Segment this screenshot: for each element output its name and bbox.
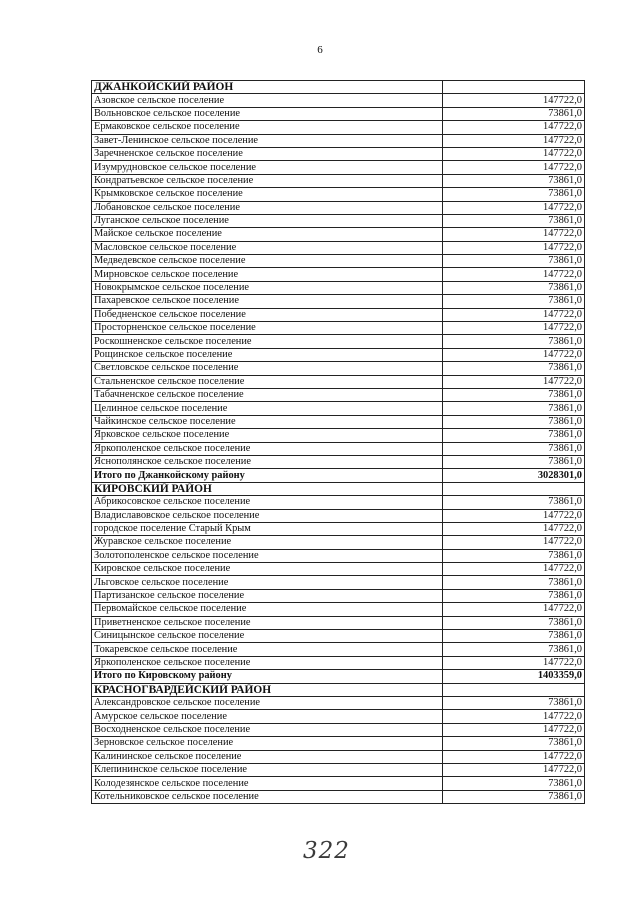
handwritten-page-signature: 322 [303, 838, 350, 864]
amount-cell [443, 81, 585, 94]
settlement-name: Владиславовское сельское поселение [92, 509, 443, 522]
settlement-name: Пахаревское сельское поселение [92, 295, 443, 308]
table-row [92, 161, 585, 174]
settlement-name: городское поселение Старый Крым [92, 522, 443, 535]
table-row [92, 375, 585, 388]
table-row [92, 415, 585, 428]
settlement-name: Первомайское сельское поселение [92, 603, 443, 616]
table-row [92, 94, 585, 107]
settlement-name: Роскошненское сельское поселение [92, 335, 443, 348]
total-label: Итого по Джанкойскому району [92, 469, 443, 482]
table-body [92, 81, 585, 804]
settlement-name: Зерновское сельское поселение [92, 737, 443, 750]
table-row [92, 616, 585, 629]
amount-cell: 73861,0 [443, 107, 585, 120]
table-row [92, 643, 585, 656]
settlement-name: Приветненское сельское поселение [92, 616, 443, 629]
settlement-name: Светловское сельское поселение [92, 362, 443, 375]
region-name: КИРОВСКИЙ РАЙОН [92, 482, 443, 495]
settlement-name: Стальненское сельское поселение [92, 375, 443, 388]
amount-cell: 73861,0 [443, 295, 585, 308]
table-row [92, 388, 585, 401]
settlement-name: Чайкинское сельское поселение [92, 415, 443, 428]
settlement-name: Масловское сельское поселение [92, 241, 443, 254]
amount-cell: 147722,0 [443, 201, 585, 214]
amount-cell: 73861,0 [443, 362, 585, 375]
amount-cell: 147722,0 [443, 241, 585, 254]
settlement-name: Партизанское сельское поселение [92, 589, 443, 602]
settlement-name: Восходненское сельское поселение [92, 723, 443, 736]
table-row [92, 201, 585, 214]
settlement-name: Яркополенское сельское поселение [92, 442, 443, 455]
settlement-name: Ярковское сельское поселение [92, 429, 443, 442]
amount-cell: 147722,0 [443, 322, 585, 335]
settlement-name: Абрикосовское сельское поселение [92, 496, 443, 509]
amount-cell: 147722,0 [443, 603, 585, 616]
settlement-name: Азовское сельское поселение [92, 94, 443, 107]
amount-cell: 147722,0 [443, 308, 585, 321]
settlement-name: Кировское сельское поселение [92, 563, 443, 576]
amount-cell: 147722,0 [443, 228, 585, 241]
amount-cell: 73861,0 [443, 737, 585, 750]
amount-cell: 73861,0 [443, 616, 585, 629]
table-row [92, 522, 585, 535]
total-amount: 3028301,0 [443, 469, 585, 482]
amount-cell: 147722,0 [443, 134, 585, 147]
amount-cell: 73861,0 [443, 696, 585, 709]
amount-cell: 73861,0 [443, 255, 585, 268]
page-number: 6 [317, 44, 323, 56]
amount-cell: 73861,0 [443, 589, 585, 602]
amount-cell: 73861,0 [443, 214, 585, 227]
amount-cell: 147722,0 [443, 161, 585, 174]
region-header-row [92, 81, 585, 94]
amount-cell: 73861,0 [443, 630, 585, 643]
amount-cell: 147722,0 [443, 522, 585, 535]
amount-cell: 147722,0 [443, 656, 585, 669]
table-row [92, 322, 585, 335]
settlement-name: Завет-Ленинское сельское поселение [92, 134, 443, 147]
settlement-name: Лобановское сельское поселение [92, 201, 443, 214]
table-row [92, 121, 585, 134]
table-row [92, 255, 585, 268]
table-row [92, 188, 585, 201]
region-header-row [92, 683, 585, 696]
region-total-row [92, 670, 585, 683]
table-row [92, 308, 585, 321]
amount-cell: 73861,0 [443, 188, 585, 201]
region-header-row [92, 482, 585, 495]
settlement-name: Кондратьевское сельское поселение [92, 174, 443, 187]
amount-cell: 73861,0 [443, 415, 585, 428]
region-name: ДЖАНКОЙСКИЙ РАЙОН [92, 81, 443, 94]
settlement-name: Медведевское сельское поселение [92, 255, 443, 268]
amount-cell: 73861,0 [443, 335, 585, 348]
region-total-row [92, 469, 585, 482]
table-row [92, 455, 585, 468]
table-row [92, 362, 585, 375]
amount-cell: 147722,0 [443, 121, 585, 134]
settlement-allocation-table [91, 80, 585, 804]
settlement-name: Журавское сельское поселение [92, 536, 443, 549]
table-row [92, 763, 585, 776]
settlement-name: Клепининское сельское поселение [92, 763, 443, 776]
amount-cell: 73861,0 [443, 429, 585, 442]
table-row [92, 603, 585, 616]
settlement-name: Яркополенское сельское поселение [92, 656, 443, 669]
table-row [92, 268, 585, 281]
settlement-name: Золотополенское сельское поселение [92, 549, 443, 562]
settlement-name: Амурское сельское поселение [92, 710, 443, 723]
region-name: КРАСНОГВАРДЕЙСКИЙ РАЙОН [92, 683, 443, 696]
table-row [92, 563, 585, 576]
amount-cell: 147722,0 [443, 723, 585, 736]
total-amount: 1403359,0 [443, 670, 585, 683]
amount-cell: 73861,0 [443, 643, 585, 656]
settlement-name: Ермаковское сельское поселение [92, 121, 443, 134]
table-row [92, 348, 585, 361]
table-row [92, 174, 585, 187]
table-row [92, 429, 585, 442]
amount-cell: 73861,0 [443, 281, 585, 294]
amount-cell: 147722,0 [443, 509, 585, 522]
amount-cell: 147722,0 [443, 94, 585, 107]
settlement-name: Рощинское сельское поселение [92, 348, 443, 361]
settlement-name: Котельниковское сельское поселение [92, 790, 443, 803]
table-row [92, 630, 585, 643]
settlement-name: Вольновское сельское поселение [92, 107, 443, 120]
table-row [92, 281, 585, 294]
table-row [92, 549, 585, 562]
amount-cell: 147722,0 [443, 536, 585, 549]
amount-cell: 147722,0 [443, 563, 585, 576]
table-row [92, 750, 585, 763]
table-row [92, 496, 585, 509]
table-row [92, 107, 585, 120]
table-row [92, 737, 585, 750]
amount-cell: 73861,0 [443, 455, 585, 468]
amount-cell: 147722,0 [443, 763, 585, 776]
amount-cell: 147722,0 [443, 750, 585, 763]
table-row [92, 335, 585, 348]
settlement-name: Изумрудновское сельское поселение [92, 161, 443, 174]
table-row [92, 589, 585, 602]
table-row [92, 442, 585, 455]
settlement-name: Крымковское сельское поселение [92, 188, 443, 201]
table-row [92, 723, 585, 736]
settlement-name: Александровское сельское поселение [92, 696, 443, 709]
amount-cell: 147722,0 [443, 348, 585, 361]
amount-cell [443, 482, 585, 495]
settlement-name: Калининское сельское поселение [92, 750, 443, 763]
amount-cell: 147722,0 [443, 710, 585, 723]
table-row [92, 790, 585, 803]
amount-cell: 73861,0 [443, 549, 585, 562]
amount-cell: 73861,0 [443, 402, 585, 415]
table-row [92, 147, 585, 160]
amount-cell: 73861,0 [443, 777, 585, 790]
settlement-name: Яснополянское сельское поселение [92, 455, 443, 468]
settlement-name: Токаревское сельское поселение [92, 643, 443, 656]
table-row [92, 696, 585, 709]
settlement-name: Победненское сельское поселение [92, 308, 443, 321]
settlement-name: Целинное сельское поселение [92, 402, 443, 415]
settlement-name: Мирновское сельское поселение [92, 268, 443, 281]
table-row [92, 509, 585, 522]
amount-cell: 73861,0 [443, 388, 585, 401]
table-row [92, 295, 585, 308]
table-row [92, 536, 585, 549]
amount-cell: 73861,0 [443, 442, 585, 455]
table-row [92, 777, 585, 790]
table-row [92, 576, 585, 589]
settlement-name: Новокрымское сельское поселение [92, 281, 443, 294]
amount-cell [443, 683, 585, 696]
table-row [92, 241, 585, 254]
total-label: Итого по Кировскому району [92, 670, 443, 683]
amount-cell: 147722,0 [443, 268, 585, 281]
table-row [92, 402, 585, 415]
settlement-name: Майское сельское поселение [92, 228, 443, 241]
amount-cell: 73861,0 [443, 174, 585, 187]
amount-cell: 73861,0 [443, 790, 585, 803]
settlement-name: Просторненское сельское поселение [92, 322, 443, 335]
amount-cell: 73861,0 [443, 496, 585, 509]
settlement-name: Льговское сельское поселение [92, 576, 443, 589]
settlement-name: Луганское сельское поселение [92, 214, 443, 227]
table-row [92, 134, 585, 147]
amount-cell: 73861,0 [443, 576, 585, 589]
settlement-name: Табачненское сельское поселение [92, 388, 443, 401]
settlement-name: Заречненское сельское поселение [92, 147, 443, 160]
settlement-name: Синицынское сельское поселение [92, 630, 443, 643]
table-row [92, 228, 585, 241]
amount-cell: 147722,0 [443, 147, 585, 160]
table-row [92, 656, 585, 669]
settlement-name: Колодезянское сельское поселение [92, 777, 443, 790]
table-row [92, 214, 585, 227]
table-row [92, 710, 585, 723]
amount-cell: 147722,0 [443, 375, 585, 388]
